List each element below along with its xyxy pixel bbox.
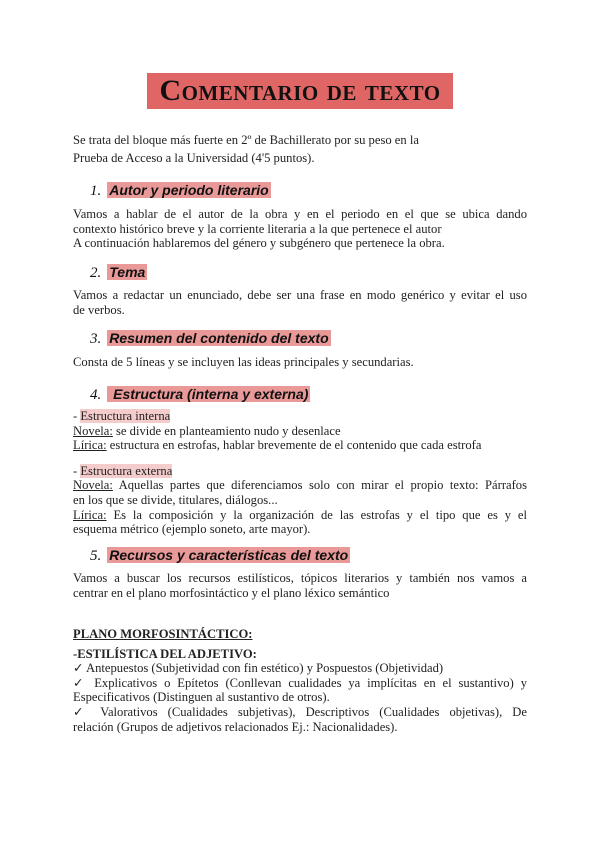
novela-label: Novela: — [73, 478, 113, 493]
section-heading-4 — [90, 385, 310, 405]
text-line: en los que se divide, titulares, diálogos... — [73, 492, 278, 507]
section-1-paragraph — [73, 207, 527, 251]
section-number: 5. — [90, 548, 102, 564]
text-line — [73, 478, 527, 493]
section-2-paragraph — [73, 288, 527, 317]
section-5-paragraph — [73, 571, 527, 600]
text-line — [73, 508, 527, 523]
text-line: Vamos a redactar un enunciado, debe ser una frase en modo genérico y evitar el uso — [73, 288, 527, 302]
section-heading-1 — [90, 181, 271, 201]
list-item: relación (Grupos de adjetivos relacionados Ej.: Nacionalidades). — [73, 719, 398, 734]
text-line — [73, 424, 527, 439]
lirica-label: Lírica: — [73, 507, 107, 522]
section-label: Resumen del contenido del texto — [109, 330, 329, 346]
plano-heading: PLANO MORFOSINTÁCTICO: — [73, 627, 253, 641]
section-number: 2. — [90, 265, 102, 281]
text-line: de verbos. — [73, 302, 125, 317]
list-item: ✓ Explicativos o Epítetos (Conllevan cualidades ya implícitas en el sustantivo) y — [73, 675, 527, 690]
section-number: 1. — [90, 183, 102, 199]
section-heading-2 — [90, 263, 147, 283]
text: Aquellas partes que diferenciamos solo con mirar el propio texto: Párrafos — [112, 478, 527, 493]
section-heading-3 — [90, 329, 331, 349]
text-line: Se trata del bloque más fuerte en 2º de Bachillerato por su peso en la — [73, 133, 419, 147]
lirica-label: Lírica: — [73, 438, 107, 453]
text: se divide en planteamiento nudo y desenlace — [112, 423, 341, 438]
section-number: 3. — [90, 331, 102, 347]
plano-block — [73, 627, 527, 734]
text: Es la composición y la organización de las estrofas y el tipo que es y el — [106, 507, 527, 522]
plano-subheading: -ESTILÍSTICA DEL ADJETIVO: — [73, 646, 257, 661]
text-line: centrar en el plano morfosintáctico y el plano léxico semántico — [73, 585, 390, 600]
estructura-block — [73, 409, 527, 537]
text-line: Consta de 5 líneas y se incluyen las ideas principales y secundarias. — [73, 355, 414, 369]
estructura-externa-heading: - Estructura externa — [73, 463, 173, 478]
text-line: contexto histórico breve y la corriente literaria a la que pertenece el autor — [73, 221, 442, 236]
text-line: A continuación hablaremos del género y subgénero que pertenece la obra. — [73, 236, 445, 251]
section-3-paragraph — [73, 355, 527, 370]
highlight-text: Estructura externa — [80, 463, 173, 478]
text-line: Prueba de Acceso a la Universidad (4'5 puntos). — [73, 150, 315, 165]
text-line — [73, 438, 527, 453]
section-label: Tema — [109, 264, 146, 280]
list-item: ✓ Antepuestos (Subjetividad con fin estético) y Pospuestos (Objetividad) — [73, 661, 444, 676]
intro-paragraph — [73, 133, 527, 165]
section-heading-5 — [90, 546, 350, 566]
section-label: Estructura (interna y externa) — [109, 386, 309, 402]
list-item: ✓ Valorativos (Cualidades subjetivas), Descriptivos (Cualidades objetivas), De — [73, 704, 527, 719]
text-line: Vamos a buscar los recursos estilísticos, tópicos literarios y también nos vamos a — [73, 571, 527, 585]
novela-label: Novela: — [73, 423, 113, 438]
text: estructura en estrofas, hablar brevemente de el contenido que cada estrofa — [106, 438, 482, 453]
text-line: esquema métrico (ejemplo soneto, arte mayor). — [73, 522, 311, 537]
estructura-interna-heading: - Estructura interna — [73, 409, 171, 423]
highlight-text: Estructura interna — [80, 409, 171, 423]
section-label: Autor y periodo literario — [109, 182, 269, 198]
list-item: Especificativos (Distinguen al sustantivo de otros). — [73, 690, 330, 705]
section-label: Recursos y características del texto — [109, 547, 349, 563]
page-title: Comentario de texto — [147, 73, 453, 109]
text-line: Vamos a hablar de el autor de la obra y en el periodo en el que se ubica dando — [73, 207, 527, 221]
section-number: 4. — [90, 387, 102, 403]
